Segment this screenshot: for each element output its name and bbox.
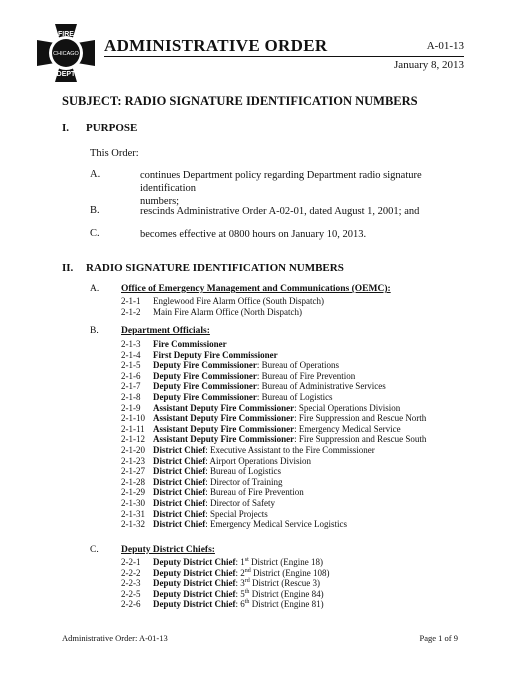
- list-item: [121, 307, 324, 318]
- list-item: [121, 456, 426, 467]
- radio-code: 2-1-31: [121, 508, 145, 519]
- code-description: Englewood Fire Alarm Office (South Dispatch): [153, 296, 325, 306]
- code-description: : 1: [235, 557, 245, 567]
- list-item: [121, 434, 426, 445]
- list-item: [121, 403, 426, 414]
- official-title: First Deputy Fire Commissioner: [153, 349, 278, 360]
- code-description: : Bureau of Logistics: [256, 391, 333, 402]
- ordinal-suffix: st: [244, 557, 249, 563]
- code-description: District (Rescue 3): [249, 578, 320, 589]
- radio-code: 2-1-30: [121, 497, 145, 508]
- radio-code: 2-2-3: [121, 578, 141, 589]
- section-title: RADIO SIGNATURE IDENTIFICATION NUMBERS: [86, 262, 344, 274]
- official-title: District Chief: [153, 476, 206, 487]
- code-description: : Bureau of Operations: [256, 360, 340, 371]
- radio-code: 2-1-9: [121, 402, 141, 413]
- code-description: : Director of Training: [205, 476, 283, 487]
- radio-code: 2-1-3: [121, 339, 141, 349]
- section-heading-radio-numbers: [62, 262, 344, 274]
- list-item: [121, 381, 426, 392]
- code-description: : Bureau of Fire Prevention: [256, 370, 356, 381]
- official-title: Assistant Deputy Fire Commissioner: [153, 434, 295, 445]
- official-title: Deputy District Chief: [153, 588, 236, 599]
- official-title: Deputy District Chief: [153, 578, 236, 589]
- radio-code: 2-1-2: [121, 306, 141, 317]
- list-item: [121, 557, 330, 568]
- radio-code: 2-2-6: [121, 599, 141, 610]
- official-title: District Chief: [153, 444, 206, 455]
- group-title-officials: Department Officials:: [121, 326, 210, 336]
- official-title: District Chief: [153, 497, 206, 508]
- code-list-deputy-chiefs: [121, 557, 330, 610]
- list-item: [121, 371, 426, 382]
- code-list-officials: [121, 339, 426, 530]
- radio-code: 2-1-5: [121, 360, 141, 371]
- list-item: [121, 568, 330, 579]
- list-item: [121, 487, 426, 498]
- radio-code: 2-1-28: [121, 476, 145, 487]
- code-description: : Fire Suppression and Rescue North: [294, 413, 427, 424]
- code-description: : Fire Suppression and Rescue South: [294, 434, 427, 445]
- official-title: Deputy District Chief: [153, 599, 236, 610]
- list-item: [121, 477, 426, 488]
- document-date: January 8, 2013: [394, 59, 464, 71]
- list-item: [121, 445, 426, 456]
- code-description: : Emergency Medical Service: [294, 423, 401, 434]
- radio-code: 2-1-29: [121, 487, 145, 498]
- ordinal-suffix: th: [244, 599, 250, 606]
- purpose-item-letter: B.: [90, 205, 100, 216]
- ordinal-suffix: rd: [244, 578, 250, 585]
- official-title: District Chief: [153, 487, 206, 498]
- purpose-item-c: becomes effective at 0800 hours on January 10, 2013.: [140, 229, 367, 240]
- official-title: Deputy District Chief: [153, 557, 236, 567]
- code-description: : Emergency Medical Service Logistics: [205, 519, 348, 530]
- official-title: District Chief: [153, 519, 206, 530]
- official-title: Assistant Deputy Fire Commissioner: [153, 423, 295, 434]
- purpose-item-letter: C.: [90, 228, 100, 239]
- radio-code: 2-2-5: [121, 588, 141, 599]
- radio-code: 2-1-7: [121, 381, 141, 392]
- code-list-oemc: [121, 296, 324, 317]
- logo-text-top: FIRE: [58, 31, 74, 38]
- radio-code: 2-1-27: [121, 466, 145, 477]
- list-item: [121, 589, 330, 600]
- radio-code: 2-1-12: [121, 434, 145, 445]
- ordinal-suffix: th: [244, 588, 250, 595]
- radio-code: 2-1-1: [121, 296, 141, 306]
- purpose-item-b: rescinds Administrative Order A-02-01, dated August 1, 2001; and: [140, 206, 420, 217]
- fire-department-logo: [35, 22, 97, 84]
- list-item: [121, 339, 426, 350]
- list-item: [121, 360, 426, 371]
- radio-code: 2-1-6: [121, 370, 141, 381]
- code-description: : Bureau of Fire Prevention: [205, 487, 304, 498]
- code-description: : Bureau of Logistics: [205, 466, 281, 477]
- official-title: Deputy Fire Commissioner: [153, 360, 257, 371]
- official-title: Deputy District Chief: [153, 567, 236, 578]
- radio-code: 2-1-8: [121, 391, 141, 402]
- official-title: Deputy Fire Commissioner: [153, 370, 257, 381]
- logo-text-bottom: DEPT: [56, 71, 76, 78]
- radio-code: 2-1-23: [121, 455, 145, 466]
- purpose-intro: This Order:: [90, 148, 139, 159]
- official-title: Deputy Fire Commissioner: [153, 381, 257, 392]
- group-letter: C.: [90, 545, 99, 555]
- official-title: Fire Commissioner: [153, 339, 227, 349]
- list-item: [121, 392, 426, 403]
- list-item: [121, 519, 426, 530]
- official-title: Deputy Fire Commissioner: [153, 391, 257, 402]
- list-item: [121, 413, 426, 424]
- official-title: District Chief: [153, 466, 206, 477]
- code-description: : Special Operations Division: [294, 402, 401, 413]
- official-title: Assistant Deputy Fire Commissioner: [153, 402, 295, 413]
- official-title: Assistant Deputy Fire Commissioner: [153, 413, 295, 424]
- code-description: District (Engine 18): [248, 557, 324, 567]
- header-divider: [104, 56, 464, 57]
- document-number: A-01-13: [426, 40, 464, 52]
- radio-code: 2-1-4: [121, 349, 141, 360]
- code-description: : Executive Assistant to the Fire Commissioner: [205, 444, 375, 455]
- group-title-deputy-chiefs: Deputy District Chiefs:: [121, 545, 215, 555]
- list-item: [121, 424, 426, 435]
- section-numeral: I.: [62, 122, 70, 134]
- code-description: District (Engine 108): [250, 567, 330, 578]
- ordinal-suffix: nd: [244, 567, 251, 574]
- list-item: [121, 350, 426, 361]
- footer-page-number: Page 1 of 9: [419, 633, 458, 643]
- code-description: District (Engine 81): [249, 599, 324, 610]
- list-item: [121, 498, 426, 509]
- list-item: [121, 466, 426, 477]
- purpose-item-a: [140, 169, 470, 208]
- purpose-item-letter: A.: [90, 169, 101, 180]
- group-letter: A.: [90, 284, 100, 294]
- section-numeral: II.: [62, 262, 74, 274]
- radio-code: 2-2-1: [121, 557, 141, 567]
- code-description: : 2: [235, 567, 245, 578]
- purpose-item-text: continues Department policy regarding Department radio signature identification: [140, 170, 422, 194]
- list-item: [121, 296, 324, 307]
- logo-text-middle: CHICAGO: [53, 51, 79, 57]
- section-title: PURPOSE: [86, 122, 138, 134]
- list-item: [121, 509, 426, 520]
- document-title: ADMINISTRATIVE ORDER: [104, 36, 328, 55]
- code-description: : Bureau of Administrative Services: [256, 381, 386, 392]
- code-description: District (Engine 84): [249, 588, 324, 599]
- radio-code: 2-1-10: [121, 413, 145, 424]
- footer-order-number: Administrative Order: A-01-13: [62, 633, 168, 643]
- group-letter: B.: [90, 326, 99, 336]
- code-description: : 3: [235, 578, 245, 589]
- purpose-item-text: numbers;: [140, 196, 180, 207]
- radio-code: 2-2-2: [121, 567, 141, 578]
- radio-code: 2-1-20: [121, 444, 145, 455]
- list-item: [121, 578, 330, 589]
- official-title: District Chief: [153, 455, 206, 466]
- group-title-oemc: Office of Emergency Management and Communications (OEMC):: [121, 284, 391, 294]
- code-description: : Special Projects: [205, 508, 268, 519]
- radio-code: 2-1-32: [121, 519, 145, 530]
- radio-code: 2-1-11: [121, 423, 145, 434]
- list-item: [121, 599, 330, 610]
- code-description: Main Fire Alarm Office (North Dispatch): [153, 306, 303, 317]
- official-title: District Chief: [153, 508, 206, 519]
- code-description: : 6: [235, 599, 245, 610]
- code-description: : 5: [235, 588, 245, 599]
- section-heading-purpose: [62, 122, 137, 134]
- subject-line: SUBJECT: RADIO SIGNATURE IDENTIFICATION NUMBERS: [62, 94, 418, 108]
- code-description: : Airport Operations Division: [205, 455, 311, 466]
- code-description: : Director of Safety: [205, 497, 275, 508]
